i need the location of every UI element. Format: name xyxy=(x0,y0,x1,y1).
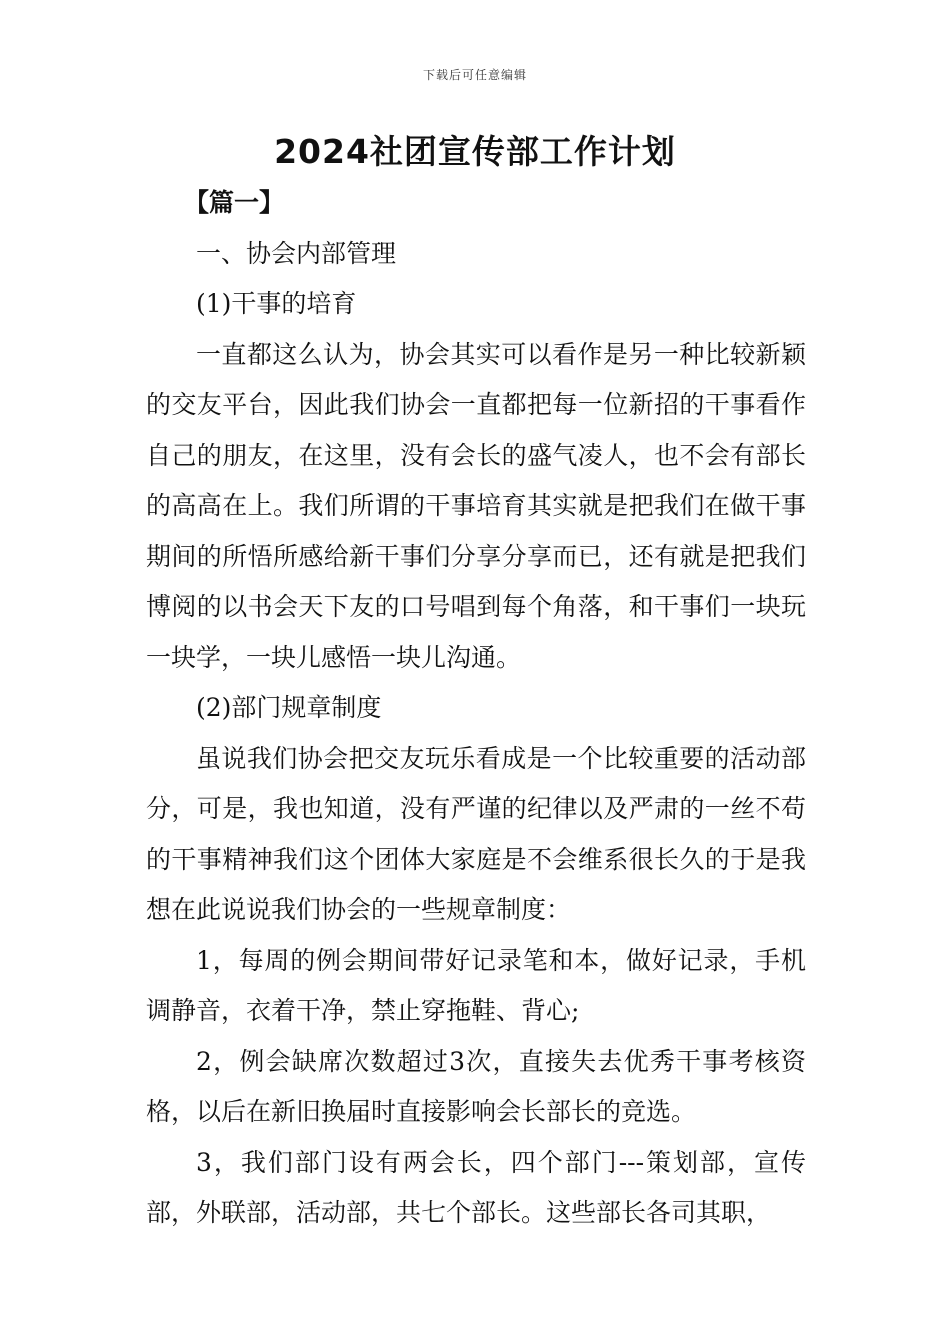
heading-level-2: (2)部门规章制度 xyxy=(196,693,382,722)
heading-level-1: 一、协会内部管理 xyxy=(196,238,397,268)
list-item: 3，我们部门设有两会长，四个部门---策划部，宣传部，外联部，活动部，共七个部长。这些部长各司其职， xyxy=(146,1147,806,1227)
page-title: 2024社团宣传部工作计划 xyxy=(274,132,676,171)
heading-level-2: (1)干事的培育 xyxy=(196,289,357,318)
document-body xyxy=(146,178,806,1239)
paragraph: 一直都这么认为，协会其实可以看作是另一种比较新颖的交友平台，因此我们协会一直都把每一位新招的干事看作自己的朋友，在这里，没有会长的盛气凌人，也不会有部长的高高在上。我们所谓的干事培育其实就是把我们在做干事期间的所悟所感给新干事们分享分享而已，还有就是把我们博阅的以书会天下友的口号唱到每个角落，和干事们一块玩一块学，一块儿感悟一块儿沟通。 xyxy=(146,339,806,672)
paragraph: 虽说我们协会把交友玩乐看成是一个比较重要的活动部分，可是，我也知道，没有严谨的纪律以及严肃的一丝不苟的干事精神我们这个团体大家庭是不会维系很长久的于是我想在此说说我们协会的一些规章制度： xyxy=(146,743,806,924)
list-item: 1，每周的例会期间带好记录笔和本，做好记录，手机调静音，衣着干净，禁止穿拖鞋、背心; xyxy=(146,945,806,1025)
header-note: 下载后可任意编辑 xyxy=(422,68,527,82)
list-item: 2，例会缺席次数超过3次，直接失去优秀干事考核资格，以后在新旧换届时直接影响会长部长的竞选。 xyxy=(146,1046,806,1126)
section-heading: 【篇一】 xyxy=(184,188,285,217)
